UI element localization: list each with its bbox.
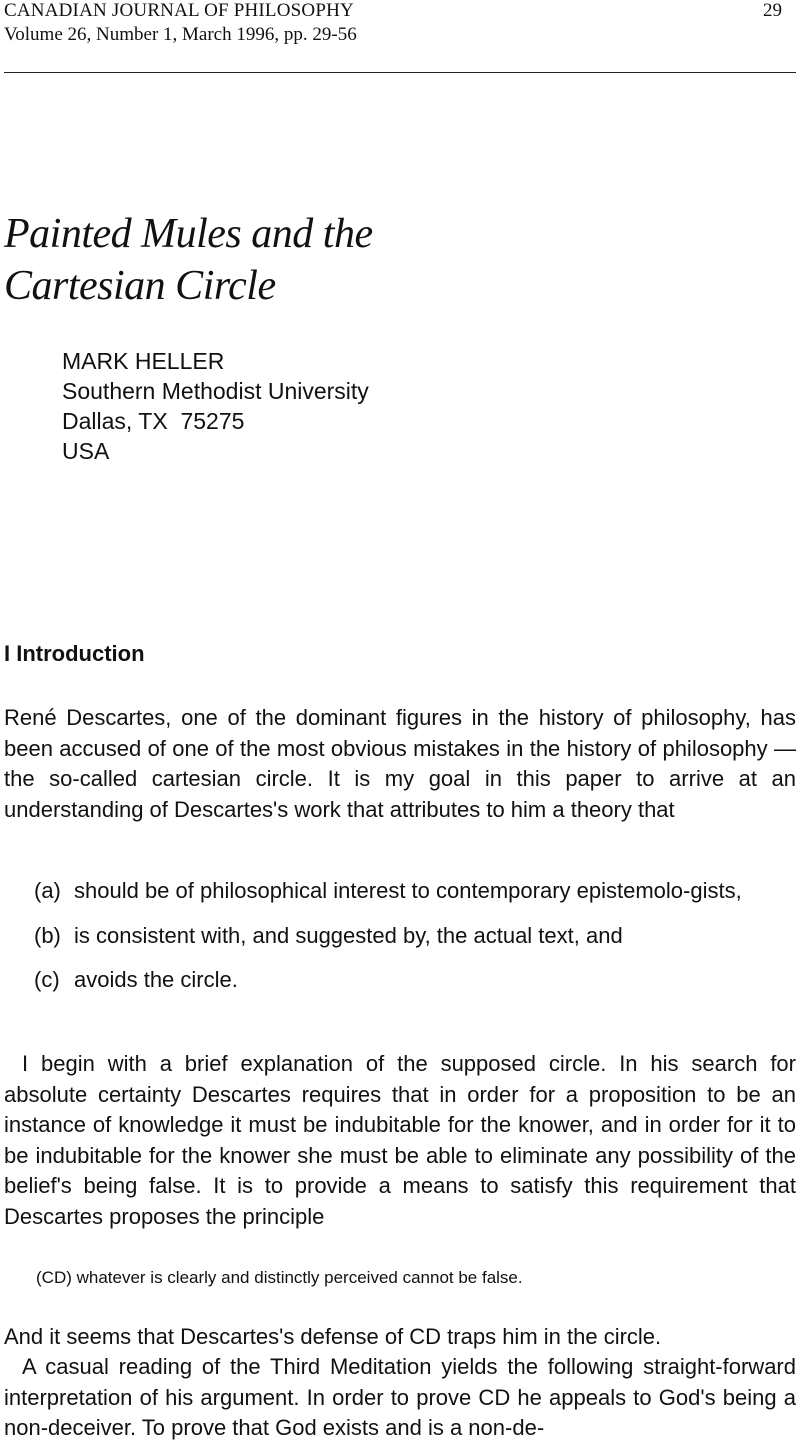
author-block <box>62 346 369 466</box>
author-country: USA <box>62 438 110 464</box>
author-name: MARK HELLER <box>62 348 225 374</box>
list-text: avoids the circle. <box>74 967 238 992</box>
cd-principle: (CD) whatever is clearly and distinctly perceived cannot be false. <box>36 1268 523 1287</box>
title-line-1: Painted Mules and the <box>4 211 373 257</box>
author-affiliation: Southern Methodist University <box>62 378 369 404</box>
volume-line: Volume 26, Number 1, March 1996, pp. 29-56 <box>4 24 357 45</box>
paragraph-4: A casual reading of the Third Meditation yields the following straight-forward interpretation of his argument. In order to prove CD he appeals to God's being a non-deceiver. To prove that God exists and is a non-de- <box>4 1354 796 1440</box>
paragraph-2: I begin with a brief explanation of the supposed circle. In his search for absolute certainty Descartes requires that in order for a proposition to be an instance of knowledge it must be indubitable for the knower, and in order for it to be indubitable for the knower she must be able to eliminate any possibility of the belief's being false. It is to provide a means to satisfy this requirement that Descartes proposes the principle <box>4 1051 796 1229</box>
list-text: should be of philosophical interest to contemporary epistemolo-gists, <box>74 878 742 903</box>
author-city: Dallas, TX 75275 <box>62 408 245 434</box>
list-item <box>34 921 796 952</box>
list-text: is consistent with, and suggested by, the actual text, and <box>74 922 623 948</box>
section-heading: I Introduction <box>4 641 145 666</box>
header-rule <box>4 72 796 73</box>
page-number: 29 <box>763 0 782 21</box>
list-marker: (a) <box>34 878 61 903</box>
list-item <box>34 965 796 996</box>
article-title <box>4 208 373 312</box>
paragraph-1: René Descartes, one of the dominant figures in the history of philosophy, has been accused of one of the most obvious mistakes in the history of philosophy — the so-called cartesian circle. It is my goal in this paper to arrive at an understanding of Descartes's work that attributes to him a theory that <box>4 705 796 822</box>
paragraph-3: And it seems that Descartes's defense of CD traps him in the circle. <box>4 1324 662 1349</box>
list-marker: (c) <box>34 967 60 992</box>
list-marker: (b) <box>34 922 61 948</box>
criteria-list <box>34 876 796 1010</box>
title-line-2: Cartesian Circle <box>4 263 276 309</box>
list-item <box>34 876 796 907</box>
running-head: CANADIAN JOURNAL OF PHILOSOPHY <box>4 0 354 21</box>
